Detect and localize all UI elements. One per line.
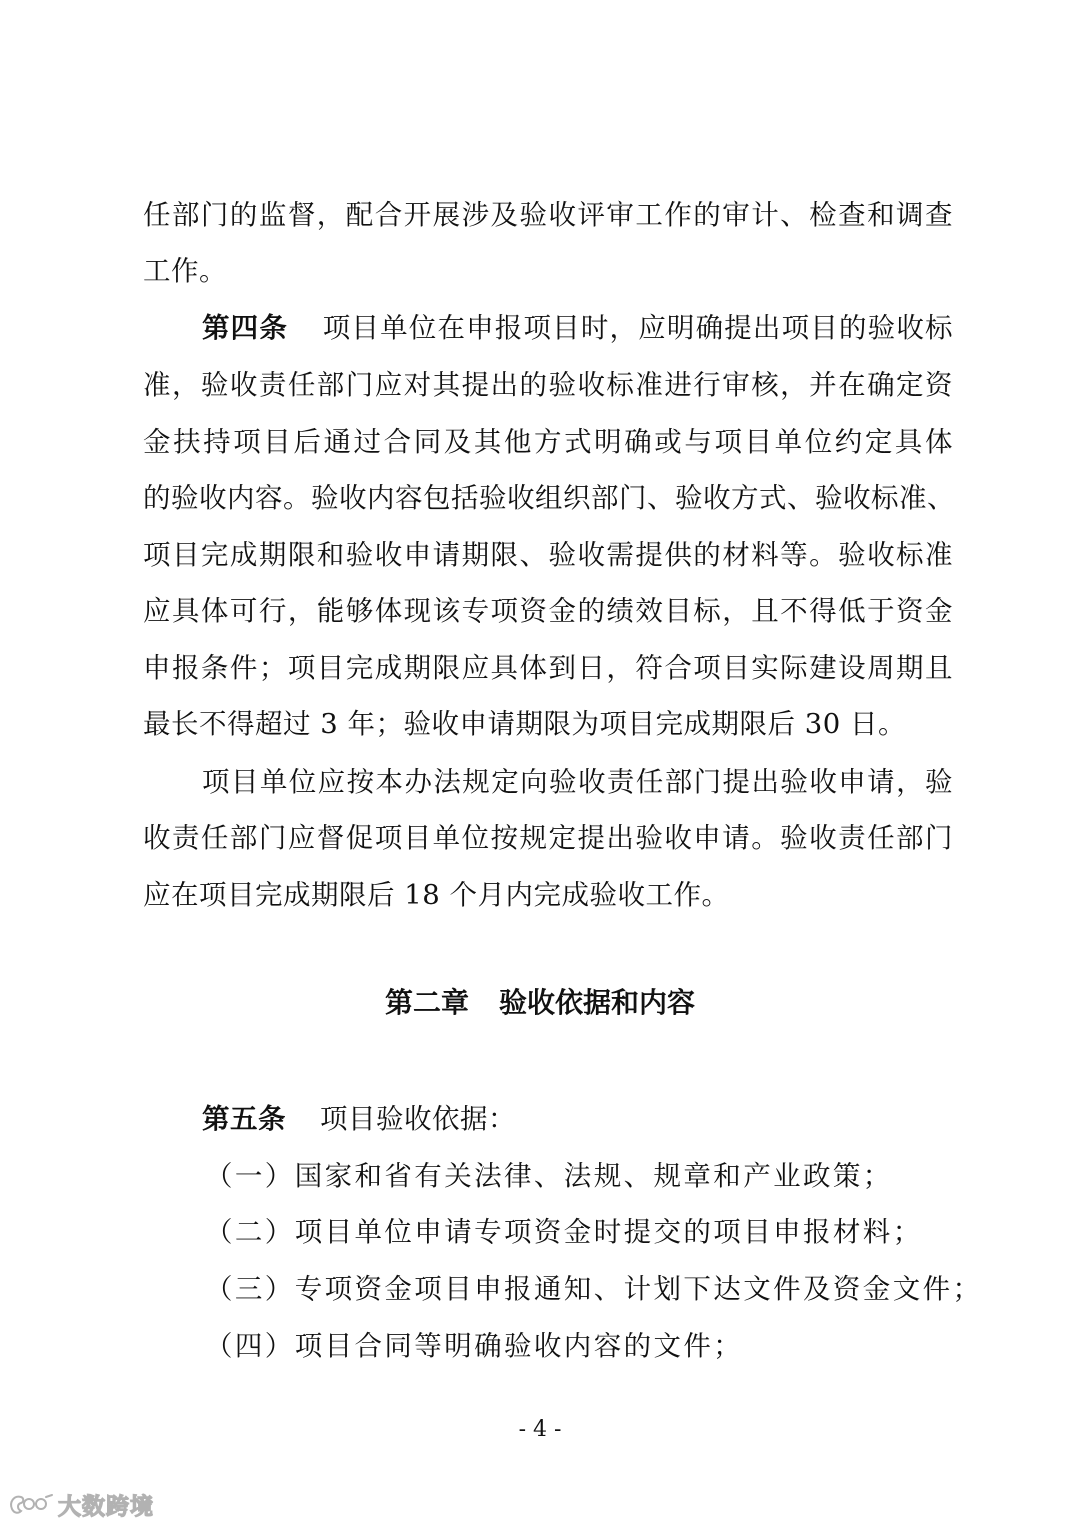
intro-line-1: 任部门的监督，配合开展涉及验收评审工作的审计、检查和调查	[143, 199, 953, 231]
article5-item-1: （一）国家和省有关法律、法规、规章和产业政策；	[205, 1160, 893, 1192]
article5-heading: 第五条	[202, 1103, 286, 1135]
article4-heading: 第四条	[202, 312, 289, 344]
brand-logo-icon	[8, 1491, 54, 1517]
article4-para2-line-2: 收责任部门应督促项目单位按规定提出验收申请。验收责任部门	[143, 822, 953, 854]
article4-line-1	[202, 308, 953, 348]
article4-line-1-text: 项目单位在申报项目时，应明确提出项目的验收标	[322, 312, 954, 344]
watermark-text: 大数跨境	[58, 1493, 154, 1520]
article4-line-6: 应具体可行，能够体现该专项资金的绩效目标，且不得低于资金	[143, 595, 953, 627]
article5-line	[202, 1099, 953, 1139]
intro-line-2: 工作。	[143, 255, 227, 287]
article4-line-3: 金扶持项目后通过合同及其他方式明确或与项目单位约定具体	[143, 426, 953, 458]
article4-line-4: 的验收内容。验收内容包括验收组织部门、验收方式、验收标准、	[143, 482, 955, 514]
page-number: - 4 -	[518, 1417, 562, 1442]
chapter-heading	[0, 983, 1080, 1023]
watermark	[8, 1489, 154, 1519]
article5-item-3: （三）专项资金项目申报通知、计划下达文件及资金文件；	[205, 1273, 983, 1305]
article5-text: 项目验收依据：	[320, 1103, 516, 1135]
article4-line-2: 准，验收责任部门应对其提出的验收标准进行审核，并在确定资	[143, 369, 953, 401]
article4-para2-line-3: 应在项目完成期限后 18 个月内完成验收工作。	[143, 879, 730, 911]
article5-item-4: （四）项目合同等明确验收内容的文件；	[205, 1330, 744, 1362]
chapter-title: 验收依据和内容	[499, 986, 696, 1019]
article4-para2-line-1: 项目单位应按本办法规定向验收责任部门提出验收申请，验	[202, 766, 953, 798]
article4-line-5: 项目完成期限和验收申请期限、验收需提供的材料等。验收标准	[143, 539, 953, 571]
article5-item-2: （二）项目单位申请专项资金时提交的项目申报材料；	[205, 1216, 923, 1248]
article4-line-7: 申报条件；项目完成期限应具体到日，符合项目实际建设周期且	[143, 652, 953, 684]
chapter-number: 第二章	[384, 986, 469, 1019]
article4-line-8: 最长不得超过 3 年；验收申请期限为项目完成期限后 30 日。	[143, 708, 906, 740]
